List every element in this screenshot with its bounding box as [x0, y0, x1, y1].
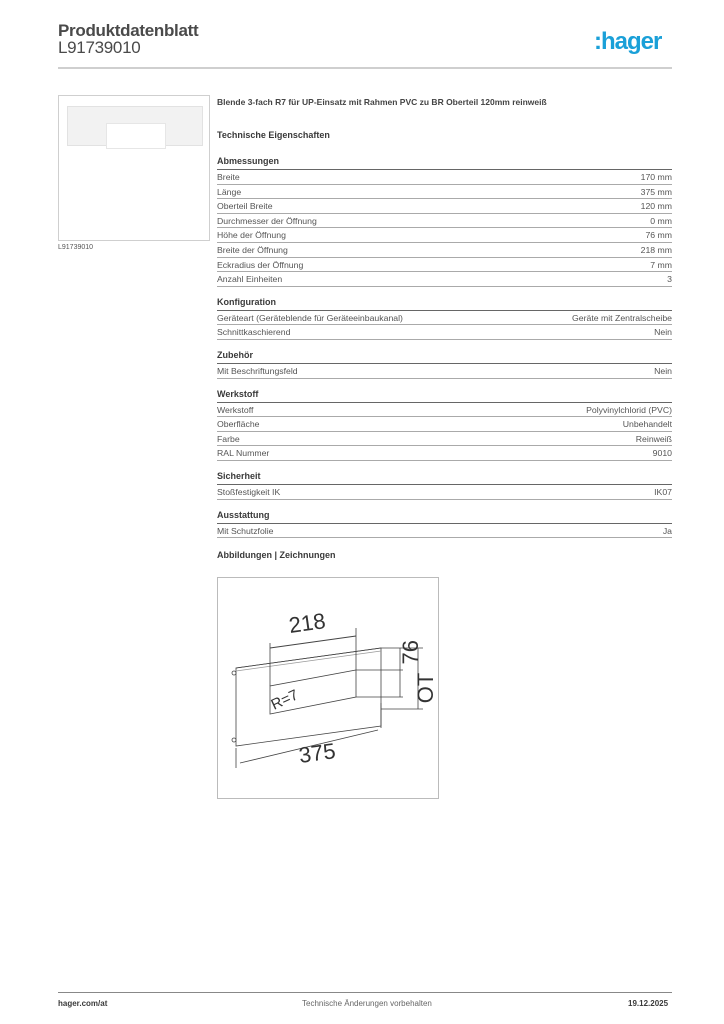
product-code: L91739010: [58, 38, 141, 57]
spec-label: Werkstoff: [217, 404, 254, 415]
footer-notice: Technische Änderungen vorbehalten: [302, 999, 432, 1008]
spec-value: Polyvinylchlorid (PVC): [586, 404, 672, 415]
spec-row: [217, 185, 672, 200]
spec-label: Eckradius der Öffnung: [217, 259, 304, 270]
spec-section: [217, 350, 672, 379]
spec-label: Stoßfestigkeit IK: [217, 486, 281, 497]
specifications: [217, 96, 672, 560]
spec-row: [217, 272, 672, 287]
drawings-heading: Abbildungen | Zeichnungen: [217, 550, 336, 561]
spec-row: [217, 228, 672, 243]
spec-label: Oberteil Breite: [217, 201, 273, 212]
product-image: [58, 95, 210, 241]
spec-value: 7 mm: [650, 259, 672, 270]
spec-section: [217, 471, 672, 500]
spec-label: Breite der Öffnung: [217, 244, 288, 255]
technical-drawing: [217, 577, 439, 799]
spec-value: Nein: [654, 365, 672, 376]
section-heading: Konfiguration: [217, 297, 672, 311]
spec-row: [217, 403, 672, 418]
section-heading: Zubehör: [217, 350, 672, 364]
section-heading: Werkstoff: [217, 389, 672, 403]
header-divider: [58, 67, 672, 69]
spec-value: Ja: [662, 525, 672, 536]
spec-value: 170 mm: [640, 172, 672, 182]
spec-section: [217, 156, 672, 287]
spec-value: 76 mm: [645, 230, 672, 241]
dimension-76: 76: [398, 640, 423, 665]
spec-row: [217, 524, 672, 539]
spec-label: Geräteart (Geräteblende für Geräteeinbaukanal): [217, 312, 403, 323]
spec-label: Anzahl Einheiten: [217, 274, 283, 285]
spec-row: [217, 311, 672, 326]
product-image-caption: L91739010: [58, 244, 94, 251]
section-heading: Sicherheit: [217, 471, 672, 485]
dimension-radius: R=7: [268, 686, 302, 714]
spec-label: Mit Schutzfolie: [217, 525, 274, 536]
spec-value: IK07: [654, 486, 672, 497]
spec-section: [217, 297, 672, 340]
spec-value: 375 mm: [640, 186, 672, 197]
dimension-ot: OT: [413, 672, 438, 704]
spec-row: [217, 446, 672, 461]
footer-date: 19.12.2025: [628, 999, 669, 1008]
spec-value: 0 mm: [650, 215, 672, 226]
section-heading: Abmessungen: [217, 156, 672, 170]
spec-value: Nein: [654, 327, 672, 338]
spec-label: RAL Nummer: [217, 448, 270, 459]
spec-value: 3: [667, 274, 672, 285]
spec-label: Oberfläche: [217, 419, 260, 430]
spec-section: [217, 510, 672, 539]
footer-divider: [58, 992, 672, 993]
spec-value: Unbehandelt: [622, 419, 672, 430]
footer-website-link[interactable]: hager.com/at: [58, 999, 108, 1008]
spec-label: Mit Beschriftungsfeld: [217, 365, 298, 376]
spec-row: [217, 258, 672, 273]
spec-row: [217, 364, 672, 379]
dimension-218: 218: [287, 608, 328, 638]
spec-row: [217, 243, 672, 258]
dimension-375: 375: [297, 738, 338, 768]
product-description: Blende 3-fach R7 für UP-Einsatz mit Rahmen PVC zu BR Oberteil 120mm reinweiß: [217, 97, 547, 107]
spec-row: [217, 325, 672, 340]
section-heading: Ausstattung: [217, 510, 672, 524]
spec-section: [217, 389, 672, 461]
page-title: Produktdatenblatt: [58, 21, 199, 40]
hager-logo: :hager: [594, 28, 662, 55]
spec-row: [217, 432, 672, 447]
spec-value: 218 mm: [640, 244, 672, 255]
spec-row: [217, 170, 672, 185]
spec-label: Schnittkaschierend: [217, 327, 291, 338]
technical-properties-heading: Technische Eigenschaften: [217, 130, 330, 140]
spec-label: Durchmesser der Öffnung: [217, 215, 317, 226]
spec-label: Farbe: [217, 433, 240, 444]
spec-row: [217, 214, 672, 229]
spec-row: [217, 485, 672, 500]
spec-value: Reinweiß: [635, 433, 672, 444]
spec-value: 120 mm: [640, 201, 672, 212]
spec-label: Breite: [217, 172, 240, 182]
spec-label: Höhe der Öffnung: [217, 230, 286, 241]
spec-value: 9010: [652, 448, 672, 459]
spec-label: Länge: [217, 186, 242, 197]
spec-row: [217, 199, 672, 214]
spec-row: [217, 417, 672, 432]
spec-value: Geräte mit Zentralscheibe: [572, 312, 672, 323]
